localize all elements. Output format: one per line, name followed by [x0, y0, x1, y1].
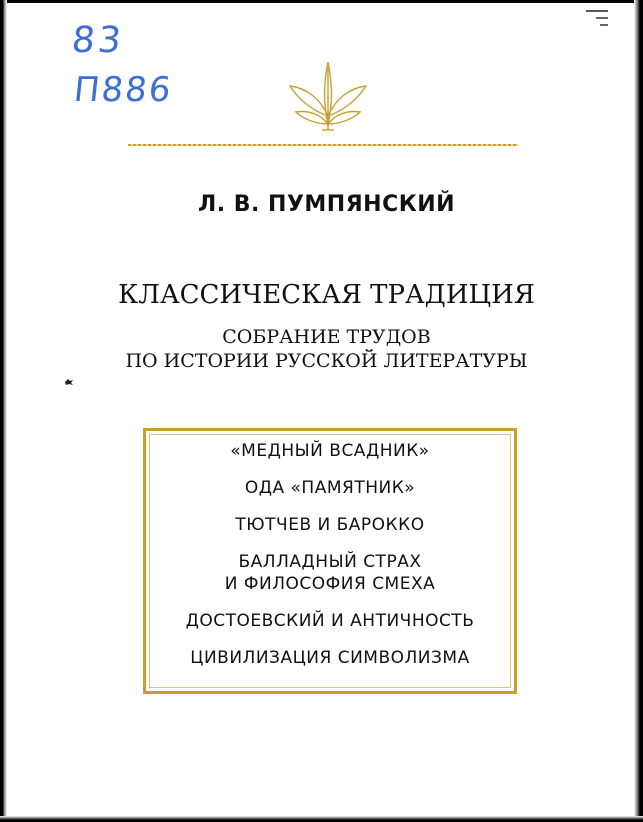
shelfmark-line-1: 83 [69, 20, 126, 61]
scan-edge-left [0, 0, 7, 822]
shelfmark-line-2: П886 [71, 70, 175, 110]
scan-edge-right [634, 0, 643, 822]
book-title: КЛАССИЧЕСКАЯ ТРАДИЦИЯ [118, 280, 535, 310]
ink-speck [64, 378, 74, 386]
contents-item: «МЕДНЫЙ ВСАДНИК» [230, 441, 430, 461]
subtitle-line-2: ПО ИСТОРИИ РУССКОЙ ЛИТЕРАТУРЫ [125, 350, 528, 372]
scan-edge-bottom [0, 816, 643, 822]
contents-item: ОДА «ПАМЯТНИК» [244, 478, 416, 498]
contents-item: БАЛЛАДНЫЙ СТРАХ [238, 552, 422, 572]
ornamental-rule [128, 144, 518, 146]
contents-item: ЦИВИЛИЗАЦИЯ СИМВОЛИЗМА [190, 648, 470, 668]
contents-item: ДОСТОЕВСКИЙ И АНТИЧНОСТЬ [185, 611, 475, 631]
contents-list [143, 440, 517, 669]
author-name: Л. В. ПУМПЯНСКИЙ [197, 192, 456, 217]
contents-item: И ФИЛОСОФИЯ СМЕХА [224, 574, 436, 594]
corner-mark-icon [584, 8, 612, 28]
subtitle-line-1: СОБРАНИЕ ТРУДОВ [222, 326, 431, 348]
leaf-emblem-icon [284, 56, 372, 134]
scan-edge-top [0, 0, 643, 3]
contents-item: ТЮТЧЕВ И БАРОККО [235, 515, 425, 535]
